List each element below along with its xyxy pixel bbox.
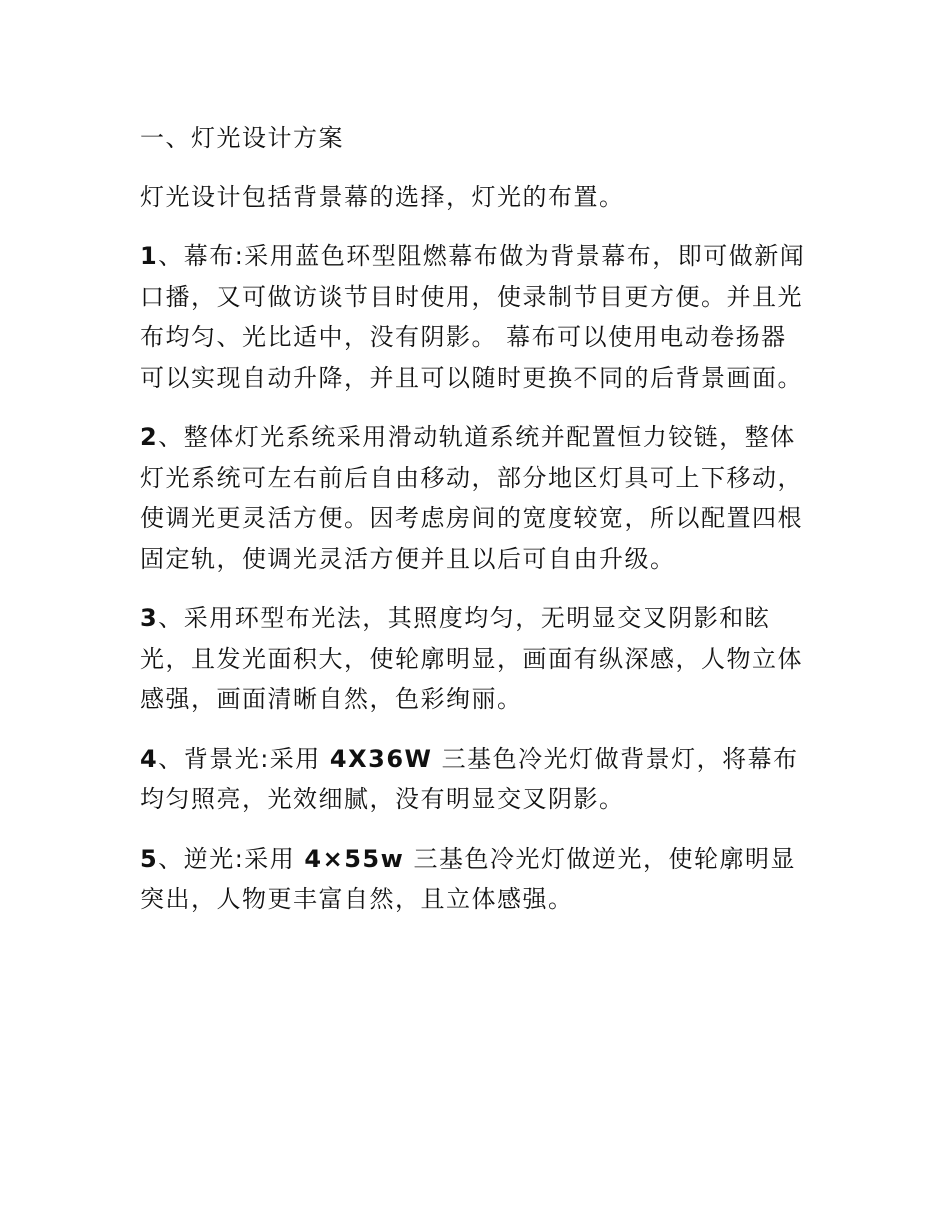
item-4-paragraph [140,739,810,820]
item-5-spec: 4×55w [304,844,405,873]
item-3-separator: 、 [158,604,184,632]
item-4-spec: 4X36W [329,744,433,773]
item-5-text-post: 三基色冷光灯做逆光，使轮廓明显突出，人物更丰富自然，且立体感强。 [140,844,796,913]
item-3-text: 采用环型布光法，其照度均匀，无明显交叉阴影和眩光，且发光面积大，使轮廓明显，画面有纵深感，人物立体感强，画面清晰自然，色彩绚丽。 [140,604,803,713]
intro-paragraph: 灯光设计包括背景幕的选择，灯光的布置。 [140,182,625,211]
item-1-text: 幕布:采用蓝色环型阻燃幕布做为背景幕布，即可做新闻口播，又可做访谈节目时使用，使录制节目更方便。并且光布均匀、光比适中，没有阴影。 幕布可以使用电动卷扬器可以实现自动升降，并且可以随时更换不同的后背景画面。 [140,242,806,392]
item-1-separator: 、 [158,242,184,270]
item-4-number: 4 [140,744,159,773]
item-5-paragraph [140,839,810,920]
item-3-paragraph [140,598,810,720]
item-3-number: 3 [140,604,159,632]
item-5-text-pre: 逆光:采用 [183,844,305,873]
section-heading: 一、灯光设计方案 [140,124,344,152]
item-2-paragraph [140,417,810,579]
item-1-number: 1 [140,242,159,270]
item-2-separator: 、 [158,423,184,451]
item-1-paragraph [140,236,810,398]
item-4-text-pre: 背景光:采用 [183,744,330,773]
item-5-separator: 、 [158,844,184,873]
item-4-text-post: 三基色冷光灯做背景灯，将幕布均匀照亮，光效细腻，没有明显交叉阴影。 [140,744,799,813]
document-body [140,118,810,939]
item-2-text: 整体灯光系统采用滑动轨道系统并配置恒力铰链，整体灯光系统可左右前后自由移动，部分地区灯具可上下移动，使调光更灵活方便。因考虑房间的宽度较宽，所以配置四根固定轨，使调光灵活方便并且以后可自由升级。 [140,423,803,573]
item-4-separator: 、 [158,744,184,773]
item-5-number: 5 [140,844,159,873]
item-2-number: 2 [140,423,159,451]
